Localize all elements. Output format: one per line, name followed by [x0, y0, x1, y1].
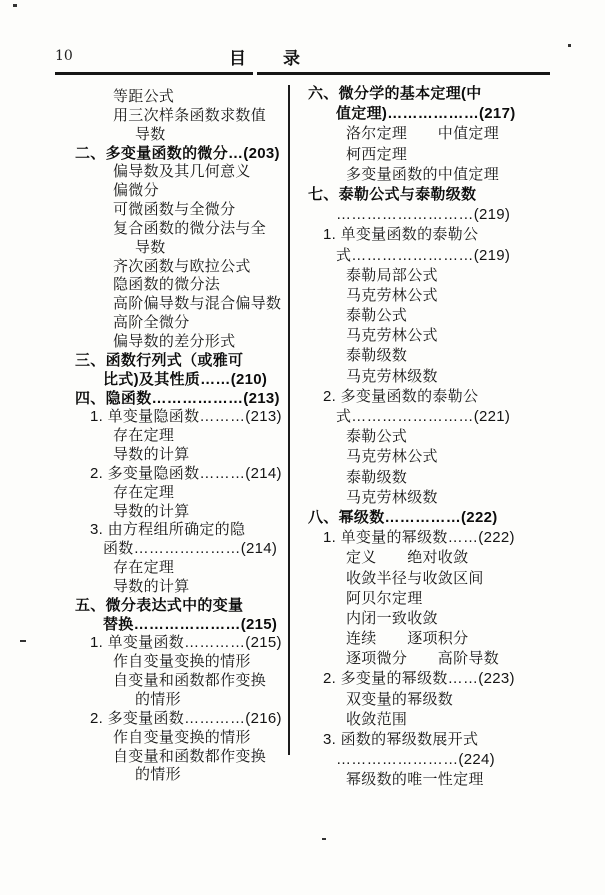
scan-speck — [568, 44, 571, 47]
toc-entry: 内闭一致收敛 — [346, 609, 438, 627]
toc-entry: 作自变量变换的情形 — [113, 728, 251, 746]
toc-entry: 自变量和函数都作变换 — [113, 672, 267, 690]
toc-entry: 存在定理 — [113, 483, 175, 501]
toc-entry: 函数…………………(214) — [103, 540, 278, 558]
toc-entry: 值定理)………………(217) — [336, 105, 516, 123]
toc-entry: 收敛范围 — [346, 710, 408, 728]
toc-entry: 泰勒级数 — [346, 468, 408, 486]
toc-entry: 泰勒公式 — [346, 307, 408, 325]
toc-entry: 导数 — [135, 125, 166, 143]
scan-speck — [13, 4, 17, 7]
toc-entry: 双变量的幂级数 — [346, 690, 454, 708]
toc-entry: 洛尔定理 中值定理 — [346, 125, 500, 143]
toc-entry: 柯西定理 — [346, 145, 408, 163]
toc-entry: 偏导数及其几何意义 — [113, 163, 251, 181]
toc-entry: 隐函数的微分法 — [113, 276, 221, 294]
toc-entry: 马克劳林级数 — [346, 488, 438, 506]
toc-entry: ………………………(219) — [336, 206, 511, 224]
toc-column-left — [75, 88, 289, 785]
toc-entry: 的情形 — [135, 691, 181, 708]
toc-entry: 1. 单变量隐函数………(213) — [90, 408, 282, 426]
toc-entry: ……………………(224) — [336, 751, 495, 769]
toc-entry: 偏微分 — [113, 182, 159, 200]
toc-entry: 逐项微分 高阶导数 — [346, 650, 500, 668]
toc-entry: 七、泰勒公式与泰勒级数 — [308, 185, 477, 203]
toc-entry: 导数的计算 — [113, 502, 190, 520]
toc-entry: 五、微分表达式中的变量 — [75, 596, 244, 614]
toc-entry: 的情形 — [135, 766, 181, 784]
toc-entry: 泰勒级数 — [346, 347, 408, 365]
toc-entry: 导数 — [135, 238, 166, 256]
toc-entry: 泰勒公式 — [346, 428, 408, 446]
toc-entry: 八、幂级数……………(222) — [308, 508, 498, 526]
toc-entry: 2. 多变量的幂级数……(223) — [323, 670, 515, 688]
toc-column-right — [308, 84, 556, 791]
toc-entry: 马克劳林公式 — [346, 327, 438, 345]
toc-entry: 1. 单变量函数的泰勒公 — [323, 226, 479, 244]
toc-entry: 导数的计算 — [113, 446, 190, 464]
toc-entry: 替换…………………(215) — [103, 615, 278, 633]
toc-entry: 2. 多变量函数的泰勒公 — [323, 387, 479, 405]
page-number: 10 — [55, 48, 73, 64]
toc-entry: 高阶全微分 — [113, 314, 190, 332]
toc-entry: 阿贝尔定理 — [346, 589, 423, 607]
toc-entry: 式……………………(219) — [336, 246, 511, 264]
toc-entry: 高阶偏导数与混合偏导数 — [113, 295, 282, 313]
toc-entry: 比式)及其性质……(210) — [103, 370, 268, 388]
toc-entry: 3. 函数的幂级数展开式 — [323, 731, 479, 748]
header-rule-right — [257, 72, 550, 75]
toc-entry: 导数的计算 — [113, 577, 190, 595]
toc-entry: 幂级数的唯一性定理 — [346, 771, 484, 789]
toc-entry: 用三次样条函数求数值 — [113, 106, 267, 124]
toc-entry: 二、多变量函数的微分…(203) — [75, 144, 280, 162]
toc-entry: 2. 多变量函数…………(216) — [90, 709, 282, 727]
scan-speck — [322, 838, 326, 840]
toc-entry: 1. 单变量的幂级数……(222) — [323, 529, 515, 547]
toc-entry: 复合函数的微分法与全 — [113, 219, 267, 237]
toc-entry: 1. 单变量函数…………(215) — [90, 634, 282, 652]
toc-entry: 式……………………(221) — [336, 408, 511, 425]
toc-entry: 马克劳林级数 — [346, 367, 438, 385]
toc-entry: 存在定理 — [113, 559, 175, 577]
toc-entry: 等距公式 — [113, 88, 175, 105]
toc-entry: 2. 多变量隐函数………(214) — [90, 464, 282, 482]
toc-entry: 三、函数行列式（或雅可 — [75, 351, 244, 369]
toc-entry: 连续 逐项积分 — [346, 630, 469, 648]
toc-entry: 作自变量变换的情形 — [113, 653, 251, 671]
toc-entry: 定义 绝对收敛 — [346, 549, 469, 567]
scan-speck — [20, 640, 26, 642]
toc-entry: 马克劳林公式 — [346, 448, 438, 466]
toc-entry: 四、隐函数………………(213) — [75, 389, 280, 407]
toc-entry: 3. 由方程组所确定的隐 — [90, 521, 246, 539]
toc-entry: 偏导数的差分形式 — [113, 332, 236, 350]
header-rule-left — [55, 72, 253, 75]
toc-entry: 多变量函数的中值定理 — [346, 165, 500, 183]
toc-entry: 泰勒局部公式 — [346, 266, 438, 284]
toc-entry: 自变量和函数都作变换 — [113, 747, 267, 765]
toc-entry: 收敛半径与收敛区间 — [346, 569, 484, 587]
toc-entry: 马克劳林公式 — [346, 286, 438, 304]
toc-entry: 存在定理 — [113, 427, 175, 445]
toc-entry: 齐次函数与欧拉公式 — [113, 257, 251, 275]
toc-entry: 六、微分学的基本定理(中 — [308, 85, 482, 102]
page-title: 目 录 — [229, 49, 301, 68]
toc-entry: 可微函数与全微分 — [113, 201, 236, 219]
